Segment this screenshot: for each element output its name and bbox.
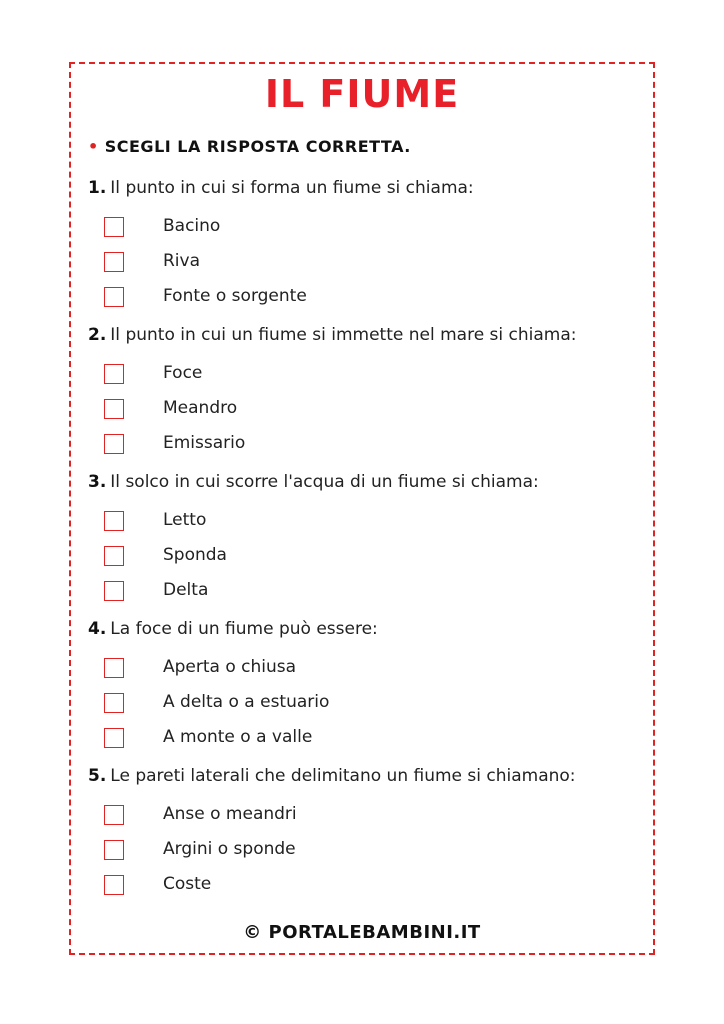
option-label: Argini o sponde [163,839,296,859]
option-4-c[interactable] [104,726,313,750]
option-1-b[interactable] [104,250,201,274]
checkbox[interactable] [104,805,124,825]
option-label: Coste [163,874,212,894]
option-label: Aperta o chiusa [163,657,297,677]
option-label: Foce [163,363,203,383]
option-4-a[interactable] [104,656,297,680]
option-label: Riva [163,251,201,271]
option-label: Emissario [163,433,246,453]
checkbox[interactable] [104,434,124,454]
question-number: 1. [88,178,107,198]
checkbox[interactable] [104,546,124,566]
option-5-c[interactable] [104,873,212,897]
checkbox[interactable] [104,728,124,748]
checkbox[interactable] [104,399,124,419]
footer-credit: © PORTALEBAMBINI.IT [243,922,481,943]
page-title: IL FIUME [264,72,460,116]
question-number: 5. [88,766,107,786]
question-text: La foce di un fiume può essere: [110,619,378,639]
option-5-a[interactable] [104,803,297,827]
option-3-c[interactable] [104,579,209,603]
checkbox[interactable] [104,511,124,531]
option-3-b[interactable] [104,544,227,568]
instruction [88,137,411,156]
checkbox[interactable] [104,840,124,860]
option-3-a[interactable] [104,509,207,533]
question-number: 4. [88,619,107,639]
question-text: Il punto in cui un fiume si immette nel mare si chiama: [110,325,577,345]
question-number: 2. [88,325,107,345]
checkbox[interactable] [104,364,124,384]
checkbox[interactable] [104,875,124,895]
option-2-b[interactable] [104,397,238,421]
question-text: Il punto in cui si forma un fiume si chiama: [110,178,474,198]
option-label: Anse o meandri [163,804,297,824]
checkbox[interactable] [104,252,124,272]
option-label: Letto [163,510,207,530]
bullet-icon: • [88,137,99,156]
question-text: Le pareti laterali che delimitano un fiume si chiamano: [110,766,576,786]
option-label: A delta o a estuario [163,692,330,712]
option-5-b[interactable] [104,838,296,862]
option-label: Fonte o sorgente [163,286,307,306]
question-1 [88,178,474,198]
checkbox[interactable] [104,217,124,237]
option-label: A monte o a valle [163,727,313,747]
option-label: Delta [163,580,209,600]
option-label: Meandro [163,398,238,418]
question-3 [88,472,539,492]
option-2-a[interactable] [104,362,203,386]
question-5 [88,766,576,786]
checkbox[interactable] [104,693,124,713]
instruction-text: SCEGLI LA RISPOSTA CORRETTA. [104,137,411,156]
checkbox[interactable] [104,287,124,307]
option-1-c[interactable] [104,285,307,309]
option-2-c[interactable] [104,432,246,456]
option-1-a[interactable] [104,215,221,239]
question-text: Il solco in cui scorre l'acqua di un fiume si chiama: [110,472,539,492]
question-number: 3. [88,472,107,492]
checkbox[interactable] [104,658,124,678]
option-label: Sponda [163,545,227,565]
option-label: Bacino [163,216,221,236]
checkbox[interactable] [104,581,124,601]
question-2 [88,325,577,345]
question-4 [88,619,378,639]
option-4-b[interactable] [104,691,330,715]
